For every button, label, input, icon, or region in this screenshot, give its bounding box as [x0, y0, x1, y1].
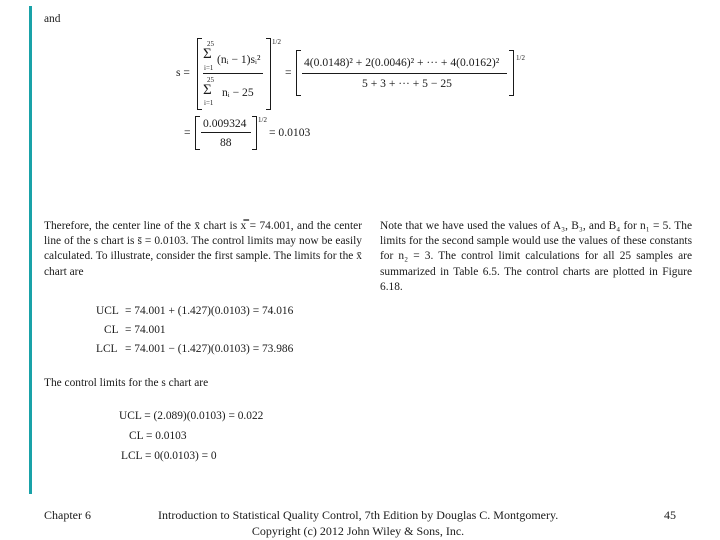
fraction-line-2	[302, 73, 507, 74]
footer-citation-line1: Introduction to Statistical Quality Control, 7th Edition by Douglas C. Montgomery.	[158, 508, 559, 522]
line2-equals: =	[184, 126, 191, 139]
footer-chapter: Chapter 6	[44, 508, 91, 522]
line2-bracket-close	[252, 116, 257, 150]
paragraph-left: Therefore, the center line of the x̄ chart is x̿ = 74.001, and the center line of the s chart is s̄ = 0.0103. The control limits may now be easily calculated. To illustrate, consider the first sample. The limits for the x̄ chart are	[44, 220, 362, 278]
exponent-2: 1/2	[516, 54, 525, 62]
s-cl: CL = 0.0103	[129, 430, 187, 442]
xbar-cl-label: CL	[104, 324, 119, 336]
intro-word: and	[44, 13, 61, 25]
sum-upper-2: 25	[207, 76, 214, 84]
exponent-3: 1/2	[258, 116, 267, 124]
s-ucl: UCL = (2.089)(0.0103) = 0.022	[119, 410, 264, 422]
accent-bar	[29, 6, 32, 494]
numerator-term: (nᵢ − 1)sᵢ²	[217, 53, 261, 66]
left-bracket-open	[197, 38, 202, 110]
xbar-cl-value: = 74.001	[125, 324, 166, 336]
denominator-term: nᵢ − 25	[222, 86, 254, 99]
line2-bracket-open	[195, 116, 200, 150]
footer-citation-line2: Copyright (c) 2012 John Wiley & Sons, Inc.	[251, 524, 465, 538]
right-bracket-close	[509, 50, 514, 96]
sigma-symbol: Σ	[203, 82, 212, 98]
s-lcl: LCL = 0(0.0103) = 0	[121, 450, 217, 462]
paragraph-right: Note that we have used the values of A₃, B₃, and B₄ for n₁ = 5. The limits for the second sample would use the values of these constants for n₂ = 3. The control limit calculations for all 25 samples are summarized in Table 6.5. The control charts are plotted in Figure 6.18.	[380, 220, 692, 293]
line2-numerator: 0.009324	[203, 117, 247, 130]
left-bracket-close	[266, 38, 271, 110]
sum-lower-2: i=1	[204, 99, 214, 107]
equals-sign: =	[285, 66, 292, 79]
right-bracket-open	[296, 50, 301, 96]
equation-lhs: s =	[176, 66, 190, 79]
xbar-ucl-value: = 74.001 + (1.427)(0.0103) = 74.016	[125, 305, 294, 317]
equation-result: = 0.0103	[269, 126, 311, 139]
sum-lower-1: i=1	[204, 64, 214, 72]
fraction-line-1	[203, 73, 263, 74]
page-number: 45	[664, 508, 676, 522]
fraction-line-3	[201, 132, 251, 133]
line2-denominator: 88	[220, 136, 232, 149]
sigma-symbol: Σ	[203, 46, 212, 62]
numeric-denominator: 5 + 3 + ··· + 5 − 25	[362, 77, 452, 90]
numeric-numerator: 4(0.0148)² + 2(0.0046)² + ··· + 4(0.0162)²	[304, 56, 500, 69]
sum-upper-1: 25	[207, 40, 214, 48]
s-chart-intro: The control limits for the s chart are	[44, 377, 209, 389]
xbar-lcl-label: LCL	[96, 343, 118, 355]
exponent-1: 1/2	[272, 38, 281, 46]
xbar-lcl-value: = 74.001 − (1.427)(0.0103) = 73.986	[125, 343, 294, 355]
xbar-ucl-label: UCL	[96, 305, 119, 317]
